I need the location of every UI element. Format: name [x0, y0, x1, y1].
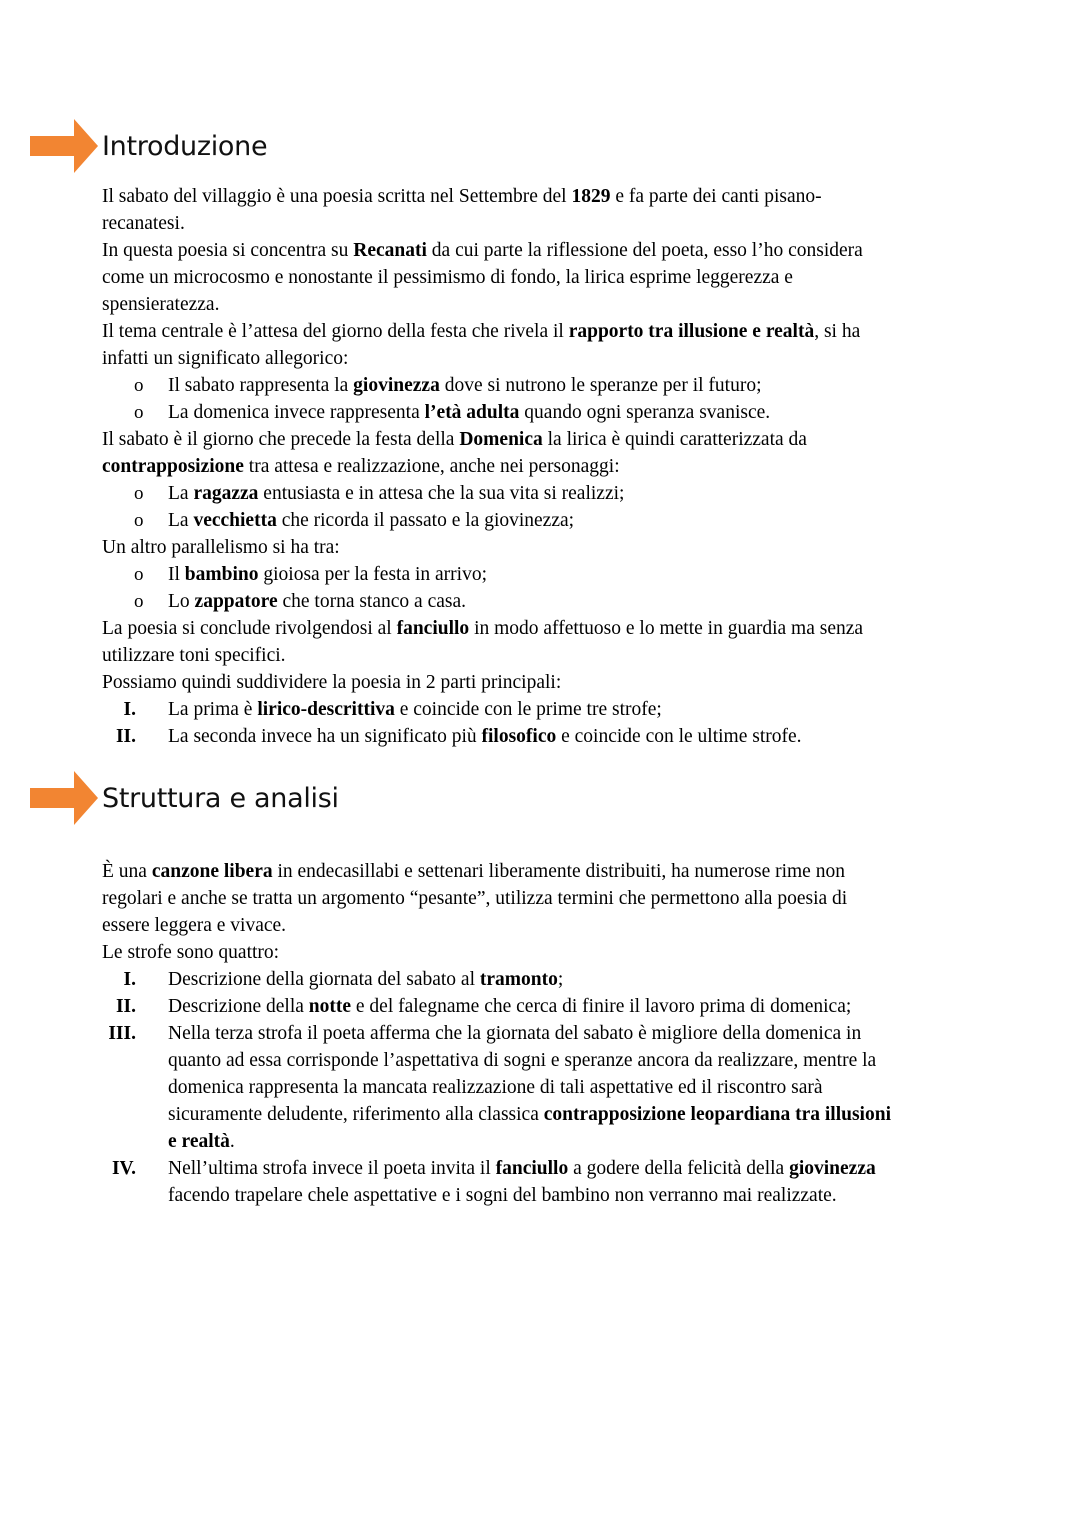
- numbered-item: II. Descrizione della notte e del falegname che cerca di finire il lavoro prima di domenica;: [115, 996, 852, 1017]
- paragraph-continuation: contrapposizione tra attesa e realizzazione, anche nei personaggi:: [102, 456, 620, 477]
- intro-body: [102, 183, 982, 750]
- arrow-right-icon: [30, 119, 98, 173]
- paragraph-continuation: spensieratezza.: [102, 294, 220, 315]
- section-title: Introduzione: [102, 130, 268, 162]
- numbered-item: III. Nella terza strofa il poeta afferma che la giornata del sabato è migliore della domenica in quanto ad essa corrisponde l’aspettativa di sogni e speranze ancora da realizzare, mentre la domenica rappresenta la mancata realizzazione di tali aspettative ed il riscontro sarà sicuramente deludente, riferimento alla classica contrapposizione leopardiana tra illusioni e realtà.: [108, 1023, 891, 1152]
- numbered-item: I. Descrizione della giornata del sabato al tramonto;: [123, 969, 564, 990]
- numbered-item: I. La prima è lirico-descrittiva e coincide con le prime tre strofe;: [123, 699, 662, 720]
- paragraph: In questa poesia si concentra su Recanati da cui parte la riflessione del poeta, esso l’ho considera: [102, 240, 863, 261]
- circle-bullet-icon: o: [134, 591, 144, 612]
- list-item: o La ragazza entusiasta e in attesa che la sua vita si realizzi;: [102, 480, 982, 507]
- paragraph-continuation: regolari e anche se tratta un argomento “pesante”, utilizza termini che permettono alla poesia di: [102, 888, 848, 909]
- numbered-item: II. La seconda invece ha un significato più filosofico e coincide con le ultime strofe.: [115, 726, 802, 747]
- circle-bullet-icon: o: [134, 510, 144, 531]
- paragraph-continuation: infatti un significato allegorico:: [102, 348, 349, 369]
- paragraph: La poesia si conclude rivolgendosi al fanciullo in modo affettuoso e lo mette in guardia ma senza: [102, 618, 864, 639]
- paragraph: Il sabato è il giorno che precede la festa della Domenica la lirica è quindi caratterizzata da: [102, 429, 807, 450]
- section-title: Struttura e analisi: [102, 782, 339, 814]
- paragraph: Un altro parallelismo si ha tra:: [102, 537, 340, 558]
- list-item: o Lo zappatore che torna stanco a casa.: [102, 588, 982, 615]
- section-heading-introduzione: [30, 119, 730, 173]
- list-item: o La vecchietta che ricorda il passato e la giovinezza;: [102, 507, 982, 534]
- paragraph-continuation: recanatesi.: [102, 213, 185, 234]
- list-item: o Il bambino gioiosa per la festa in arrivo;: [102, 561, 982, 588]
- structure-body: [102, 858, 982, 1209]
- section-heading-struttura: [30, 771, 730, 825]
- paragraph: Possiamo quindi suddividere la poesia in 2 parti principali:: [102, 672, 562, 693]
- circle-bullet-icon: o: [134, 483, 144, 504]
- paragraph-continuation: come un microcosmo e nonostante il pessimismo di fondo, la lirica esprime leggerezza e: [102, 267, 793, 288]
- list-item: o La domenica invece rappresenta l’età adulta quando ogni speranza svanisce.: [102, 399, 982, 426]
- paragraph-continuation: essere leggera e vivace.: [102, 915, 287, 936]
- paragraph: Le strofe sono quattro:: [102, 942, 280, 963]
- paragraph-continuation: utilizzare toni specifici.: [102, 645, 286, 666]
- paragraph: È una canzone libera in endecasillabi e settenari liberamente distribuiti, ha numerose rime non: [102, 861, 845, 882]
- arrow-right-icon: [30, 771, 98, 825]
- numbered-item: IV. Nell’ultima strofa invece il poeta invita il fanciullo a godere della felicità della giovinezza facendo trapelare chele aspettative e i sogni del bambino non verranno mai realizzate.: [111, 1158, 876, 1206]
- circle-bullet-icon: o: [134, 375, 144, 396]
- list-item: o Il sabato rappresenta la giovinezza dove si nutrono le speranze per il futuro;: [102, 372, 982, 399]
- circle-bullet-icon: o: [134, 402, 144, 423]
- paragraph: Il tema centrale è l’attesa del giorno della festa che rivela il rapporto tra illusione e realtà, si ha: [102, 321, 861, 342]
- circle-bullet-icon: o: [134, 564, 144, 585]
- paragraph: Il sabato del villaggio è una poesia scritta nel Settembre del 1829 e fa parte dei canti pisano-: [102, 186, 822, 207]
